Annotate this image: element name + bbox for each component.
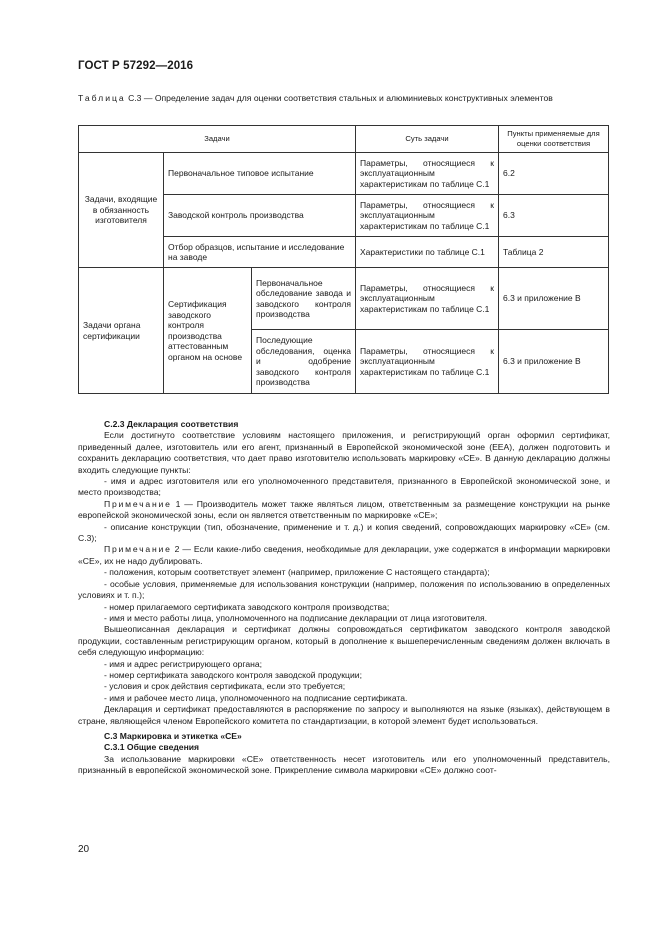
task-cell: Первоначальное типовое испытание: [164, 153, 356, 195]
table-caption: [78, 92, 608, 104]
note-label: Примечание: [104, 544, 172, 555]
section-heading-marking: С.3 Маркировка и этикетка «СЕ»: [104, 730, 242, 741]
note-label: Примечание: [104, 498, 172, 509]
paragraph: Если достигнуто соответствие условиям настоящего приложения, и регистрирующий орган оформил сертификат, приведенный далее, изготовитель или его агент, признанный в Европейской экономической зоне (ЕЕА), должен подготовить и сохранить декларацию соответствия, что дает право изготовителю использовать маркировку «СЕ». В данную декларацию должны входить следующие пункты:: [78, 430, 610, 475]
note-text: 1 — Производитель может также являться лицом, ответственным за размещение конструкции на рынке европейской экономической зоны, если он является ответственным по маркировке «СЕ»;: [78, 498, 610, 521]
assessment-tasks-table: [78, 125, 609, 394]
clauses-cell: 6.3: [499, 195, 609, 237]
clauses-cell: 6.3 и приложение В: [499, 268, 609, 330]
note-1: [78, 499, 610, 522]
header-essence: Суть задачи: [356, 126, 499, 153]
list-item: - имя и адрес регистрирующего органа;: [104, 658, 263, 669]
list-item: - номер сертификата заводского контроля заводской продукции;: [104, 669, 362, 680]
essence-cell: Характеристики по таблице С.1: [356, 237, 499, 268]
section-heading-declaration: С.2.3 Декларация соответствия: [104, 419, 239, 429]
page-number: 20: [78, 844, 90, 855]
list-item: - имя и место работы лица, уполномоченного на подписание декларации от лица изготовителя.: [104, 612, 488, 623]
group-label-manufacturer: Задачи, входящие в обязанность изготовителя: [79, 153, 164, 268]
clauses-cell: 6.3 и приложение В: [499, 330, 609, 394]
essence-cell: Параметры, относящиеся к эксплуатационным характеристикам по таблице С.1: [356, 153, 499, 195]
list-item: - условия и срок действия сертификата, если это требуется;: [104, 681, 346, 692]
clauses-cell: Таблица 2: [499, 237, 609, 268]
clauses-cell: 6.2: [499, 153, 609, 195]
task-cell: Последующие обследования, оценка и одобрение заводского контроля производства: [252, 330, 356, 394]
task-cell: Отбор образцов, испытание и исследование на заводе: [164, 237, 356, 268]
list-item: - описание конструкции (тип, обозначение, применение и т. д.) и копия сведений, сопровождающих маркировку «СЕ» (см. С.3);: [78, 521, 610, 544]
list-item: - имя и адрес изготовителя или его уполномоченного представителя, признанного в Европейской экономической зоне, и место производства;: [78, 476, 610, 498]
paragraph: Вышеописанная декларация и сертификат должны сопровождаться сертификатом заводского контроля заводской продукции, составленным регистрирующим органом, который в дополнение к вышеперечисленным сведениям должен включать в себя следующую информацию:: [78, 624, 610, 658]
paragraph: За использование маркировки «СЕ» ответственность несет изготовитель или его уполномоченный представитель, признанный в европейской экономической зоне. Прикрепление символа маркировки «СЕ» должно соот-: [78, 753, 610, 776]
caption-text: С.3 — Определение задач для оценки соответствия стальных и алюминиевых конструктивных элементов: [125, 93, 553, 103]
list-item: - имя и рабочее место лица, уполномоченного на подписание сертификата.: [104, 692, 408, 703]
paragraph: Декларация и сертификат предоставляются в распоряжение по запросу и выполняются на языке (языках), действующем в стране, являющейся членом Европейского комитета по стандартизации, в которой элемент будет использоваться.: [78, 704, 610, 726]
essence-cell: Параметры, относящиеся к эксплуатационным характеристикам по таблице С.1: [356, 268, 499, 330]
header-clauses: Пункты применяемые для оценки соответствия: [499, 126, 609, 153]
document-header: ГОСТ Р 57292—2016: [78, 60, 194, 72]
subsection-heading-general: С.3.1 Общие сведения: [104, 742, 200, 753]
table-row: [79, 153, 609, 195]
essence-cell: Параметры, относящиеся к эксплуатационным характеристикам по таблице С.1: [356, 195, 499, 237]
task-cell: Первоначальное обследование завода и заводского контроля производства: [252, 268, 356, 330]
note-text: 2 — Если какие-либо сведения, необходимые для декларации, уже содержатся в информации маркировки «СЕ», их не надо дублировать.: [78, 544, 610, 566]
essence-cell: Параметры, относящиеся к эксплуатационным характеристикам по таблице С.1: [356, 330, 499, 394]
table-header-row: [79, 126, 609, 153]
group-label-certification-body: Задачи органа сертификации: [79, 268, 164, 394]
list-item: - номер прилагаемого сертификата заводского контроля производства;: [104, 601, 390, 612]
header-tasks: Задачи: [79, 126, 356, 153]
caption-label: Таблица: [78, 93, 126, 103]
list-item: - особые условия, применяемые для использования конструкции (например, положения по использованию в определенных условиях и т. п.);: [78, 578, 610, 601]
task-cell: Заводской контроль производства: [164, 195, 356, 237]
note-2: [78, 544, 610, 567]
table-row: [79, 268, 609, 330]
body-text: [78, 419, 610, 777]
group-sublabel-certification: Сертификация заводского контроля производства аттестованным органом на основе: [164, 268, 252, 394]
list-item: - положения, которым соответствует элемент (например, приложение С настоящего стандарта);: [104, 567, 490, 578]
